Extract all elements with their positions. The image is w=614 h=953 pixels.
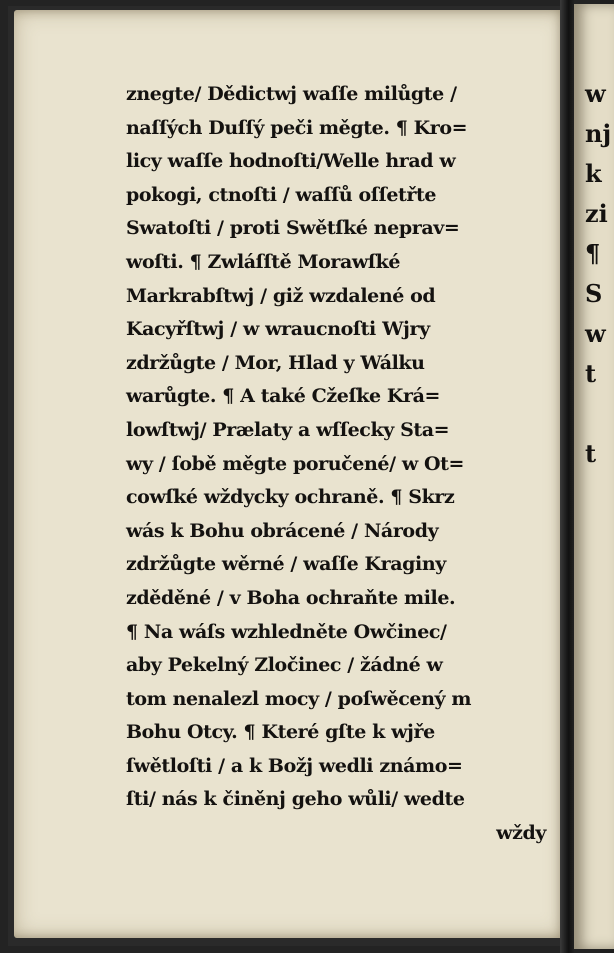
text-line: naſſých Duſſý peči měgte. ¶ Kro=: [126, 116, 468, 139]
text-line: woſti. ¶ Zwláſſtě Morawſké: [126, 250, 401, 273]
facing-page-fragment: w: [585, 79, 606, 108]
text-line: Bohu Otcy. ¶ Které gſte k wjře: [126, 721, 435, 744]
facing-page-fragment: zi: [585, 199, 608, 228]
facing-page-text: [585, 74, 612, 834]
text-line: lowſtwj/ Prælaty a wſſecky Sta=: [126, 418, 450, 441]
text-line: wy / ſobě měgte poručené/ w Ot=: [126, 452, 465, 475]
facing-page-fragment: [585, 474, 605, 514]
text-line: cowſké wždycky ochraně. ¶ Skrz: [126, 486, 455, 509]
text-line: zdržůgte / Mor, Hlad y Wálku: [126, 351, 425, 374]
text-line: ſwětloſti / a k Božj wedli známo=: [126, 754, 463, 777]
text-line: znegte/ Dědictwj waſſe milůgte /: [126, 83, 457, 105]
text-line: ¶ Na wáſs wzhledněte Owčinec/: [126, 620, 447, 643]
text-line: Kacyřſtwj / w wraucnoſti Wjry: [126, 318, 430, 341]
text-line: pokogi, ctnoſti / waſſů oſſetřte: [126, 183, 437, 206]
text-line: Swatoſti / proti Swětſké neprav=: [126, 217, 460, 240]
facing-page-fragment: w: [585, 319, 606, 348]
facing-page-fragment: t: [585, 439, 597, 468]
facing-page-fragment: [585, 594, 605, 634]
page-text-block: [126, 78, 558, 851]
facing-page-fragment: [585, 394, 605, 434]
text-line: zděděné / v Boha ochraňte mile.: [126, 586, 456, 609]
text-line: tom nenalezl mocy / poſwěcený m: [126, 687, 472, 710]
facing-page-fragment: [585, 794, 605, 834]
catchword: wždy: [496, 822, 546, 845]
text-line: licy waſſe hodnoſti/Welle hrad w: [126, 150, 456, 173]
facing-page-fragment: [585, 634, 605, 674]
facing-page-fragment: [585, 554, 605, 594]
facing-page-fragment: k: [585, 159, 602, 188]
facing-page-fragment: [585, 754, 605, 794]
facing-page-fragment: [585, 514, 605, 554]
facing-page-fragment: [585, 674, 605, 714]
facing-page-fragment: t: [585, 359, 597, 388]
text-line: warůgte. ¶ A také Cžeſke Krá=: [126, 385, 441, 408]
text-line: aby Pekelný Zločinec / žádné w: [126, 654, 443, 677]
facing-page-fragment: [585, 714, 605, 754]
facing-page-fragment: S: [585, 279, 603, 308]
text-line: wás k Bohu obrácené / Národy: [126, 519, 439, 542]
text-line: Markrabſtwj / giž wzdalené od: [126, 284, 436, 307]
text-line: ſti/ nás k činěnj geho wůli/ wedte: [126, 788, 465, 811]
book-gutter: [560, 0, 574, 953]
facing-page-fragment: nj: [585, 119, 612, 148]
text-line: zdržůgte wěrné / waſſe Kraginy: [126, 553, 446, 576]
facing-page-fragment: ¶: [585, 239, 601, 268]
